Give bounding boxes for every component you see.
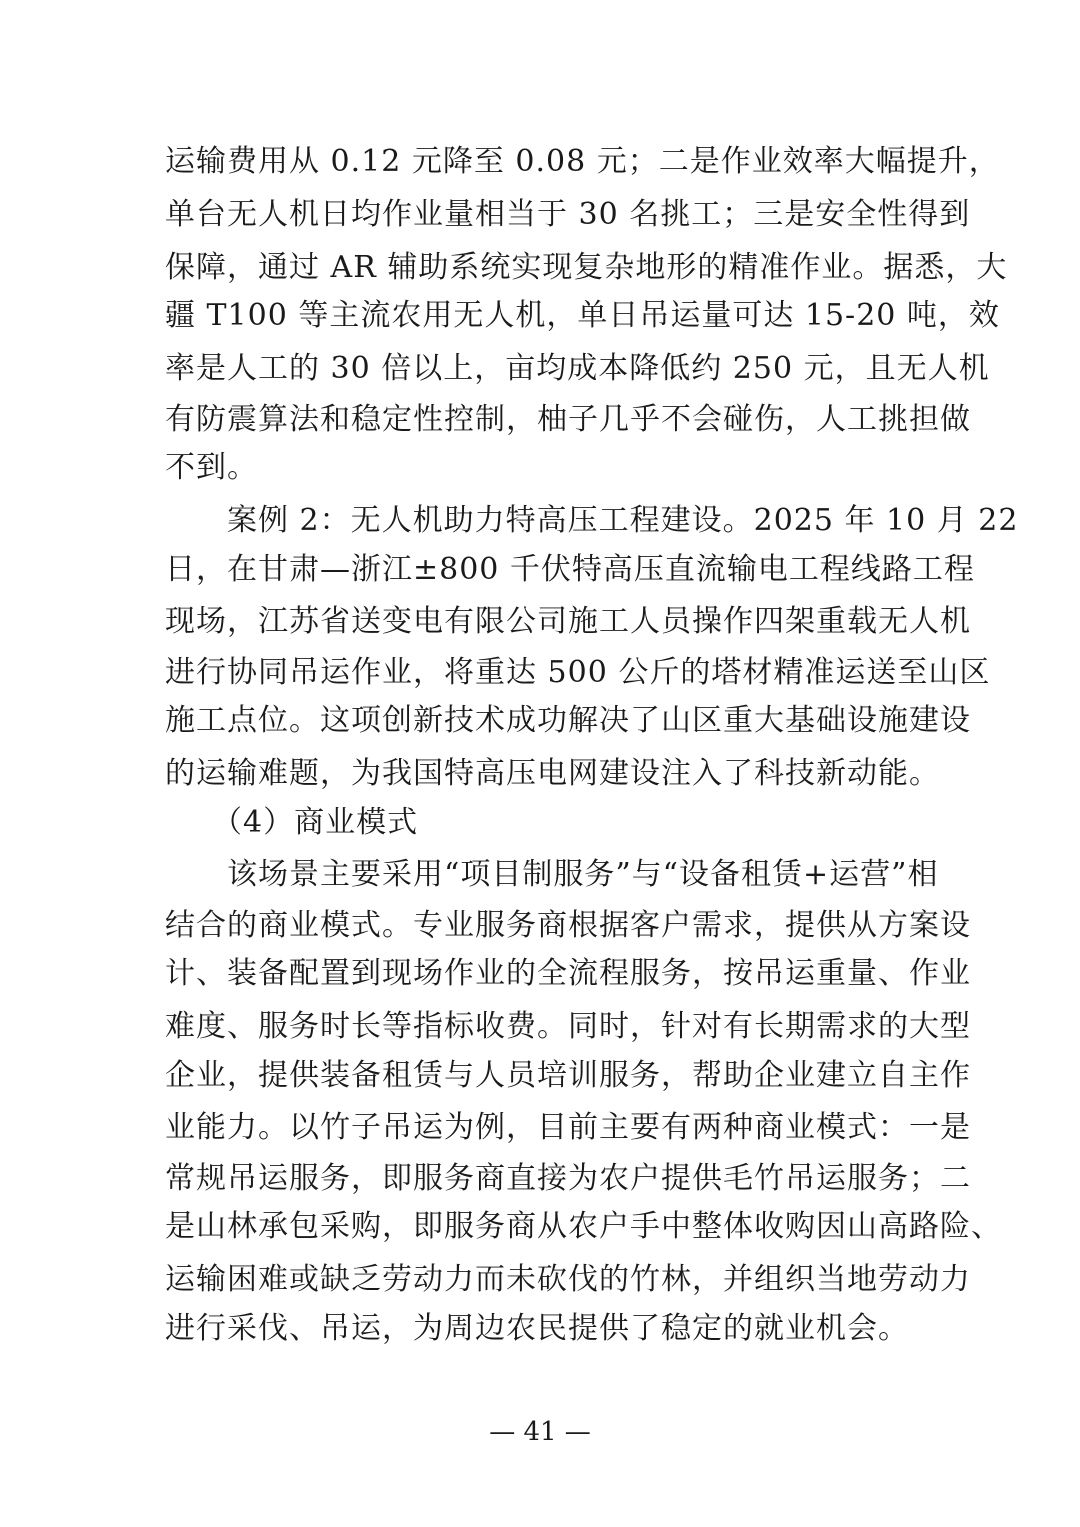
body-text-line: 施工点位。这项创新技术成功解决了山区重大基础设施建设 [165,703,971,738]
body-text-line: 业能力。以竹子吊运为例，目前主要有两种商业模式：一是 [165,1110,971,1145]
body-text-line: 有防震算法和稳定性控制，柚子几乎不会碰伤，人工挑担做 [165,402,971,437]
body-text-line: 日，在甘肃—浙江±800 千伏特高压直流输电工程线路工程 [165,552,975,587]
body-text-line: 进行采伐、吊运，为周边农民提供了稳定的就业机会。 [165,1311,909,1346]
body-text-line: 运输困难或缺乏劳动力而未砍伐的竹林，并组织当地劳动力 [165,1262,971,1297]
body-text-line: 该场景主要采用“项目制服务”与“设备租赁+运营”相 [165,857,939,892]
body-text-line: 结合的商业模式。专业服务商根据客户需求，提供从方案设 [165,908,971,943]
body-text-line: 进行协同吊运作业，将重达 500 公斤的塔材精准运送至山区 [165,655,991,690]
body-text-line: 不到。 [165,450,258,485]
body-text-line: 疆 T100 等主流农用无人机，单日吊运量可达 15-20 吨，效 [165,298,1000,333]
body-text-line: 企业，提供装备租赁与人员培训服务，帮助企业建立自主作 [165,1058,971,1093]
body-text-line: 难度、服务时长等指标收费。同时，针对有长期需求的大型 [165,1009,971,1044]
body-text-line: 常规吊运服务，即服务商直接为农户提供毛竹吊运服务；二 [165,1161,971,1196]
body-text-line: 案例 2：无人机助力特高压工程建设。2025 年 10 月 22 [165,503,1019,538]
body-text-line: 计、装备配置到现场作业的全流程服务，按吊运重量、作业 [165,956,971,991]
body-text-line: 保障，通过 AR 辅助系统实现复杂地形的精准作业。据悉，大 [165,250,1008,285]
page-number: — 41 — [489,1417,591,1447]
body-text-line: 是山林承包采购，即服务商从农户手中整体收购因山高路险、 [165,1209,1002,1244]
body-text-line: 的运输难题，为我国特高压电网建设注入了科技新动能。 [165,756,940,791]
section-heading: （4）商业模式 [165,805,419,840]
body-text-line: 现场，江苏省送变电有限公司施工人员操作四架重载无人机 [165,604,971,639]
body-text-line: 运输费用从 0.12 元降至 0.08 元；二是作业效率大幅提升， [165,144,1000,179]
body-text-line: 单台无人机日均作业量相当于 30 名挑工；三是安全性得到 [165,197,971,232]
body-text-line: 率是人工的 30 倍以上，亩均成本降低约 250 元，且无人机 [165,351,990,386]
